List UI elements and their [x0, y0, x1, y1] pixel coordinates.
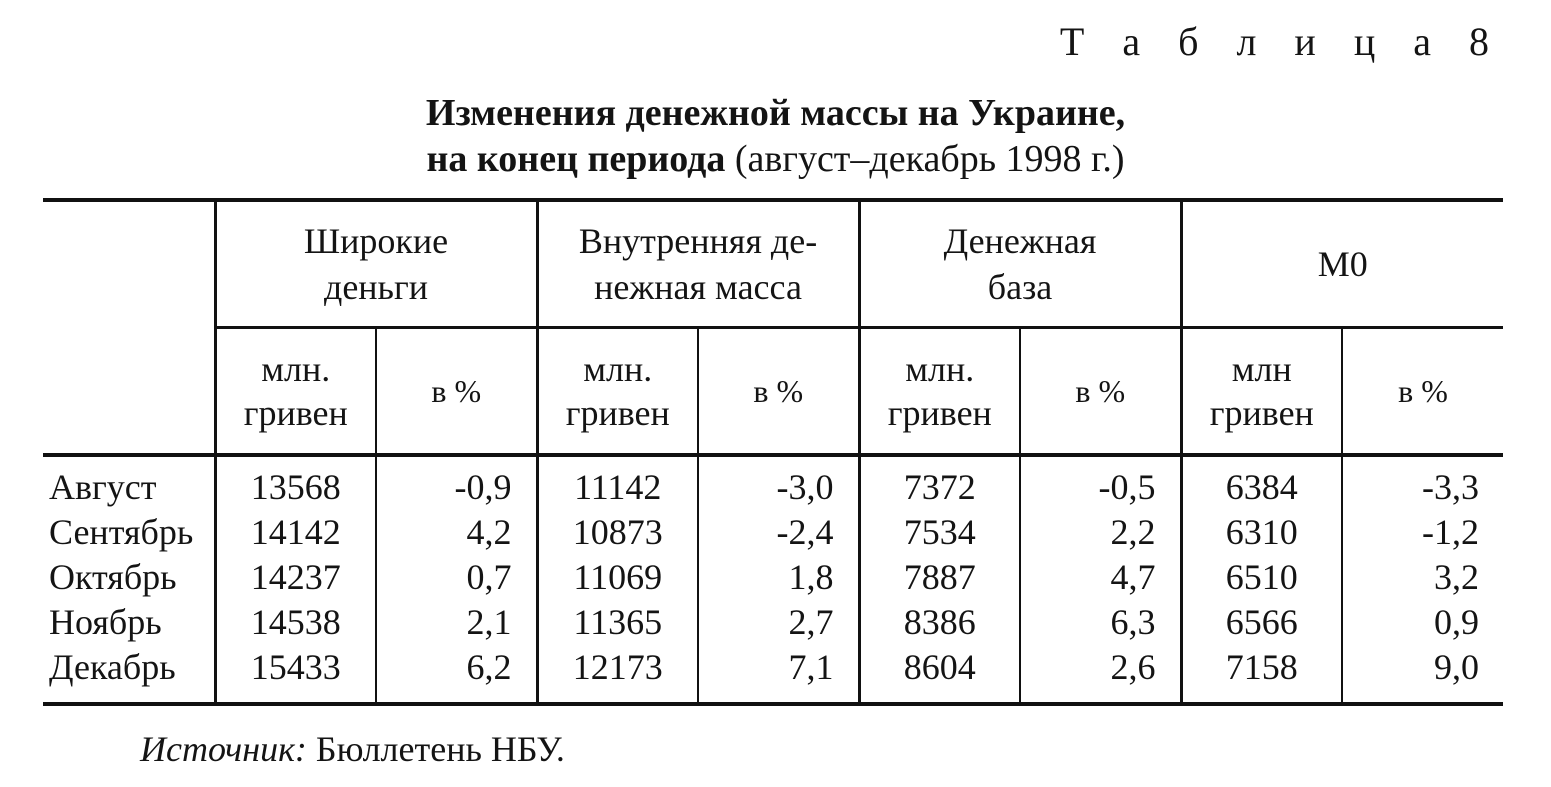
m0-pct: 9,0 — [1342, 645, 1503, 704]
broad-money-mln: 14142 — [215, 510, 376, 555]
group-line1: Внутренняя де- — [578, 221, 818, 261]
monetary-base-pct: 2,2 — [1020, 510, 1181, 555]
unit-header-mln — [215, 328, 376, 456]
monetary-base-pct: 6,3 — [1020, 600, 1181, 645]
broad-money-pct: 6,2 — [376, 645, 537, 704]
domestic-money-mln: 11142 — [537, 455, 698, 510]
group-line2: деньги — [324, 267, 429, 307]
domestic-money-pct: 2,7 — [698, 600, 859, 645]
unit-header-pct: в % — [376, 328, 537, 456]
domestic-money-pct: -3,0 — [698, 455, 859, 510]
unit-line2: гривен — [1209, 393, 1314, 433]
table-title: Изменения денежной массы на Украине, — [425, 92, 1126, 134]
source-text: Бюллетень НБУ. — [306, 729, 565, 769]
unit-line2: гривен — [887, 393, 992, 433]
unit-line1: млн. — [261, 349, 331, 389]
unit-header-pct: в % — [1020, 328, 1181, 456]
table-row — [43, 510, 1503, 555]
domestic-money-mln: 11365 — [537, 600, 698, 645]
corner-empty-cell — [43, 200, 215, 455]
unit-line2: гривен — [243, 393, 348, 433]
unit-line1: млн. — [583, 349, 653, 389]
source-label: Источник: — [140, 729, 307, 769]
source-note — [140, 728, 565, 770]
table-row — [43, 600, 1503, 645]
broad-money-mln: 14538 — [215, 600, 376, 645]
monetary-base-pct: 4,7 — [1020, 555, 1181, 600]
table-row — [43, 455, 1503, 510]
group-header-m0 — [1181, 200, 1503, 328]
monetary-base-pct: -0,5 — [1020, 455, 1181, 510]
m0-pct: -3,3 — [1342, 455, 1503, 510]
broad-money-mln: 13568 — [215, 455, 376, 510]
group-line1: М0 — [1317, 244, 1368, 284]
table-row — [43, 645, 1503, 704]
month-label: Ноябрь — [49, 602, 162, 642]
monetary-base-mln: 7887 — [859, 555, 1020, 600]
subtitle-bold-part: на конец периода — [426, 138, 726, 180]
group-line1: Денежная — [943, 221, 1097, 261]
domestic-money-pct: 1,8 — [698, 555, 859, 600]
unit-header-pct: в % — [1342, 328, 1503, 456]
subtitle-period: (август–декабрь 1998 г.) — [725, 138, 1125, 180]
money-supply-table — [43, 198, 1503, 706]
unit-header-pct: в % — [698, 328, 859, 456]
group-header-broad-money — [215, 200, 537, 328]
domestic-money-pct: -2,4 — [698, 510, 859, 555]
unit-header-mln — [859, 328, 1020, 456]
broad-money-pct: 4,2 — [376, 510, 537, 555]
m0-mln: 6566 — [1181, 600, 1342, 645]
m0-mln: 7158 — [1181, 645, 1342, 704]
broad-money-pct: 2,1 — [376, 600, 537, 645]
month-label: Сентябрь — [49, 512, 194, 552]
group-header-monetary-base — [859, 200, 1181, 328]
table-subtitle — [0, 136, 1551, 182]
monetary-base-mln: 7534 — [859, 510, 1020, 555]
group-line2: база — [987, 267, 1053, 307]
broad-money-pct: -0,9 — [376, 455, 537, 510]
group-header-domestic-money — [537, 200, 859, 328]
group-line1: Широкие — [303, 221, 449, 261]
broad-money-pct: 0,7 — [376, 555, 537, 600]
unit-header-row — [43, 328, 1503, 456]
broad-money-mln: 14237 — [215, 555, 376, 600]
domestic-money-mln: 10873 — [537, 510, 698, 555]
m0-pct: 0,9 — [1342, 600, 1503, 645]
unit-line2: гривен — [565, 393, 670, 433]
unit-line1: млн — [1231, 349, 1292, 389]
unit-header-mln — [1181, 328, 1342, 456]
m0-pct: 3,2 — [1342, 555, 1503, 600]
m0-mln: 6310 — [1181, 510, 1342, 555]
unit-line1: млн. — [905, 349, 975, 389]
monetary-base-pct: 2,6 — [1020, 645, 1181, 704]
group-header-row — [43, 200, 1503, 328]
month-label: Декабрь — [43, 645, 215, 704]
m0-pct: -1,2 — [1342, 510, 1503, 555]
domestic-money-mln: 11069 — [537, 555, 698, 600]
monetary-base-mln: 8604 — [859, 645, 1020, 704]
unit-header-mln — [537, 328, 698, 456]
m0-mln: 6384 — [1181, 455, 1342, 510]
domestic-money-pct: 7,1 — [698, 645, 859, 704]
monetary-base-mln: 8386 — [859, 600, 1020, 645]
month-label: Октябрь — [49, 557, 177, 597]
table-row — [43, 555, 1503, 600]
monetary-base-mln: 7372 — [859, 455, 1020, 510]
domestic-money-mln: 12173 — [537, 645, 698, 704]
month-label: Август — [49, 467, 157, 507]
group-line2: нежная масса — [594, 267, 802, 307]
m0-mln: 6510 — [1181, 555, 1342, 600]
broad-money-mln: 15433 — [215, 645, 376, 704]
table-number: Т а б л и ц а 8 — [1059, 19, 1503, 64]
